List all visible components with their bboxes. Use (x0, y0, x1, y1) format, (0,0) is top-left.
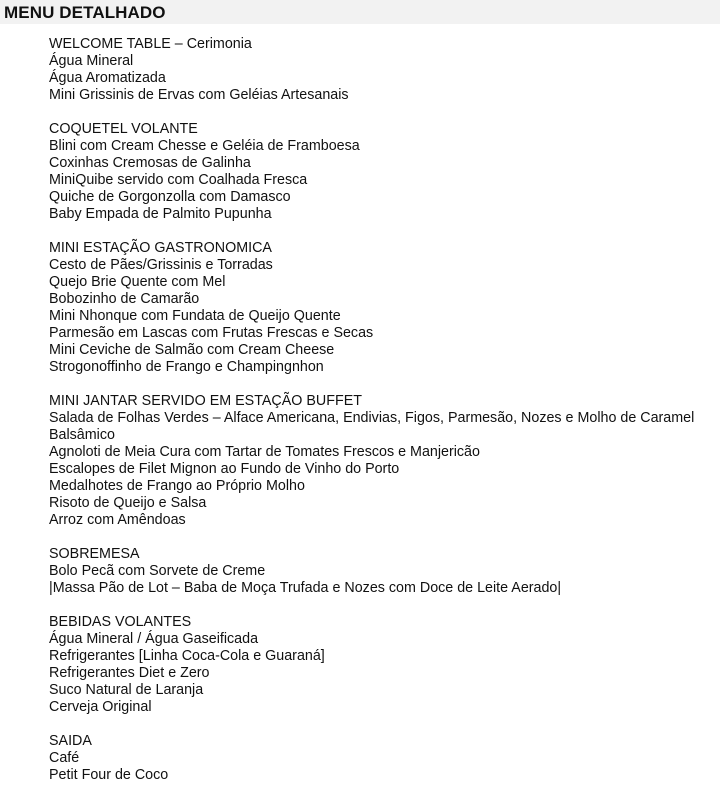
menu-item: Parmesão em Lascas com Frutas Frescas e Secas (49, 325, 374, 341)
menu-item: Café (49, 750, 80, 766)
menu-item: Mini Grissinis de Ervas com Geléias Artesanais (49, 87, 349, 103)
menu-item: Strogonoffinho de Frango e Champingnhon (49, 359, 324, 375)
section-heading: SOBREMESA (49, 546, 140, 562)
section-heading: SAIDA (49, 733, 92, 749)
menu-section (49, 614, 720, 716)
menu-item: Arroz com Amêndoas (49, 512, 186, 528)
menu-item: Quiche de Gorgonzolla com Damasco (49, 189, 291, 205)
menu-item: Salada de Folhas Verdes – Alface Americana, Endivias, Figos, Parmesão, Nozes e Molho de Caramel (49, 410, 695, 426)
section-heading: WELCOME TABLE – Cerimonia (49, 36, 252, 52)
menu-item: Mini Nhonque com Fundata de Queijo Quente (49, 308, 341, 324)
section-heading: COQUETEL VOLANTE (49, 121, 198, 137)
menu-item: Quejo Brie Quente com Mel (49, 274, 226, 290)
menu-item: Mini Ceviche de Salmão com Cream Cheese (49, 342, 335, 358)
menu-item: Agnoloti de Meia Cura com Tartar de Tomates Frescos e Manjericão (49, 444, 480, 460)
menu-item: Bobozinho de Camarão (49, 291, 200, 307)
menu-section (49, 240, 720, 376)
menu-item: Coxinhas Cremosas de Galinha (49, 155, 251, 171)
menu-section (49, 121, 720, 223)
menu-section (49, 36, 720, 104)
menu-item: Baby Empada de Palmito Pupunha (49, 206, 272, 222)
menu-item: |Massa Pão de Lot – Baba de Moça Trufada e Nozes com Doce de Leite Aerado| (49, 580, 562, 596)
menu-item: Água Mineral / Água Gaseificada (49, 631, 259, 647)
menu-item: MiniQuibe servido com Coalhada Fresca (49, 172, 308, 188)
menu-item: Suco Natural de Laranja (49, 682, 204, 698)
menu-item: Petit Four de Coco (49, 767, 169, 783)
menu-section (49, 733, 720, 784)
menu-item: Cerveja Original (49, 699, 152, 715)
page-title: MENU DETALHADO (4, 3, 166, 22)
menu-item: Cesto de Pães/Grissinis e Torradas (49, 257, 273, 273)
menu-item: Água Mineral (49, 53, 134, 69)
menu-item: Blini com Cream Chesse e Geléia de Framboesa (49, 138, 360, 154)
menu-item: Escalopes de Filet Mignon ao Fundo de Vinho do Porto (49, 461, 400, 477)
menu-item: Refrigerantes [Linha Coca-Cola e Guaraná] (49, 648, 325, 664)
menu-body (49, 36, 720, 801)
menu-item: Refrigerantes Diet e Zero (49, 665, 210, 681)
menu-item: Medalhotes de Frango ao Próprio Molho (49, 478, 305, 494)
menu-section (49, 546, 720, 597)
section-heading: BEBIDAS VOLANTES (49, 614, 192, 630)
menu-item: Risoto de Queijo e Salsa (49, 495, 207, 511)
menu-item: Balsâmico (49, 427, 115, 443)
menu-section (49, 393, 720, 529)
section-heading: MINI JANTAR SERVIDO EM ESTAÇÃO BUFFET (49, 393, 362, 409)
section-heading: MINI ESTAÇÃO GASTRONOMICA (49, 240, 272, 256)
menu-item: Bolo Pecã com Sorvete de Creme (49, 563, 266, 579)
menu-item: Água Aromatizada (49, 70, 166, 86)
